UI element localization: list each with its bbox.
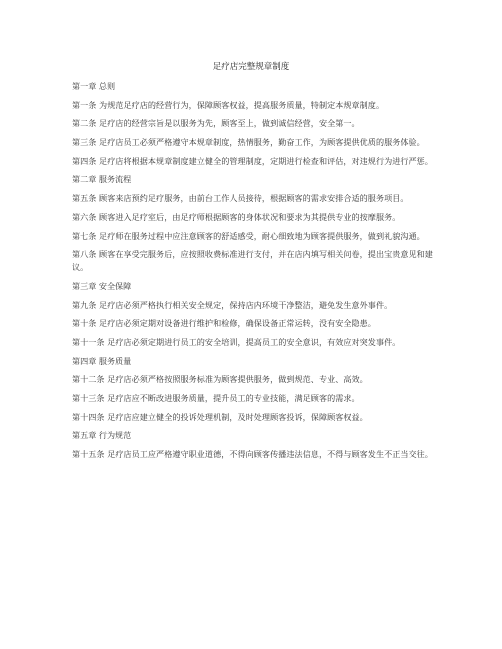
article-paragraph: 第四条 足疗店将根据本规章制度建立健全的管理制度，定期进行检查和评估，对违规行为进行严惩。 [72,155,433,166]
article-paragraph: 第十二条 足疗店必须严格按照服务标准为顾客提供服务，做到规范、专业、高效。 [72,374,368,385]
chapter-heading: 第一章 总则 [72,81,116,91]
article-paragraph: 第八条 顾客在享受完服务后，应按照收费标准进行支付，并在店内填写相关问卷，提出宝贵意见和建议。 [72,249,433,273]
chapter-heading: 第五章 行为规范 [72,430,132,441]
article-paragraph: 第九条 足疗店必须严格执行相关安全规定，保持店内环境干净整洁，避免发生意外事件。 [72,299,393,310]
article-paragraph: 第十条 足疗店必须定期对设备进行维护和检修，确保设备正常运转，没有安全隐患。 [72,318,376,329]
article-paragraph: 第二条 足疗店的经营宗旨是以服务为先，顾客至上，做到诚信经营，安全第一。 [72,118,360,129]
article-paragraph: 第十三条 足疗店应不断改进服务质量，提升员工的专业技能，满足顾客的需求。 [72,393,360,403]
article-paragraph: 第十四条 足疗店应建立健全的投诉处理机制，及时处理顾客投诉，保障顾客权益。 [72,411,368,422]
chapter-heading: 第三章 安全保障 [72,280,132,291]
document-body [72,80,437,467]
article-paragraph: 第十一条 足疗店必须定期进行员工的安全培训，提高员工的安全意识，有效应对突发事件。 [72,336,401,347]
article-paragraph: 第十五条 足疗店员工应严格遵守职业道德，不得向顾客传播违法信息，不得与顾客发生不正当交往。 [72,449,433,460]
chapter-heading: 第四章 服务质量 [72,355,132,366]
article-paragraph: 第五条 顾客来店预约足疗服务，由前台工作人员接待，根据顾客的需求安排合适的服务项目。 [72,193,409,204]
article-paragraph: 第三条 足疗店员工必须严格遵守本规章制度，热情服务，勤奋工作，为顾客提供优质的服务体验。 [72,137,425,148]
article-paragraph: 第六条 顾客进入足疗室后，由足疗师根据顾客的身体状况和要求为其提供专业的按摩服务。 [72,211,401,222]
chapter-heading: 第二章 服务流程 [72,174,132,185]
article-paragraph: 第七条 足疗师在服务过程中应注意顾客的舒适感受，耐心细致地为顾客提供服务，做到礼貌沟通。 [72,230,425,241]
article-paragraph: 第一条 为规范足疗店的经营行为，保障顾客权益，提高服务质量，特制定本规章制度。 [72,99,385,110]
document-title: 足疗店完整规章制度 [212,62,290,72]
